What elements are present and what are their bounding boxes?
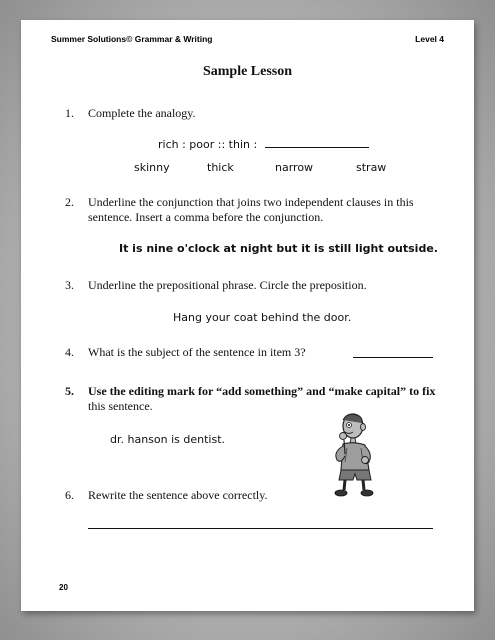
question-4-text: What is the subject of the sentence in item 3? <box>88 345 306 359</box>
choice-1: skinny <box>134 161 170 174</box>
question-4-number: 4. <box>65 345 74 359</box>
question-2-sentence: It is nine o'clock at night but it is still light outside. <box>119 242 438 255</box>
cartoon-boy-icon <box>323 412 389 498</box>
question-1-text: Complete the analogy. <box>88 106 196 120</box>
header-book-title: Summer Solutions© Grammar & Writing <box>51 34 213 44</box>
worksheet-page <box>21 20 474 611</box>
question-1-number: 1. <box>65 106 74 120</box>
choice-4: straw <box>356 161 387 174</box>
question-6-answer-line[interactable] <box>88 528 433 529</box>
question-5-text-line2: this sentence. <box>88 399 153 413</box>
analogy-text: rich : poor :: thin : <box>158 138 258 151</box>
choice-3: narrow <box>275 161 314 174</box>
question-5-text-line1: Use the editing mark for “add something” and “make capital” to fix <box>88 384 436 398</box>
question-4-answer-line[interactable] <box>353 357 433 358</box>
question-3-number: 3. <box>65 278 74 292</box>
header-level: Level 4 <box>415 34 444 44</box>
question-6-number: 6. <box>65 488 74 502</box>
analogy-answer-blank[interactable] <box>265 136 369 148</box>
question-5-number: 5. <box>65 384 74 398</box>
question-3-text: Underline the prepositional phrase. Circle the preposition. <box>88 278 367 292</box>
page-title: Sample Lesson <box>202 64 293 79</box>
page-number: 20 <box>59 583 68 592</box>
question-2-number: 2. <box>65 195 74 209</box>
question-6-text: Rewrite the sentence above correctly. <box>88 488 268 502</box>
question-2-text-line2: sentence. Insert a comma before the conjunction. <box>88 210 324 224</box>
question-2-text-line1: Underline the conjunction that joins two independent clauses in this <box>88 195 414 209</box>
analogy-prompt <box>158 136 369 151</box>
question-3-sentence: Hang your coat behind the door. <box>173 311 352 324</box>
question-5-sentence: dr. hanson is dentist. <box>110 433 226 446</box>
choice-2: thick <box>207 161 234 174</box>
